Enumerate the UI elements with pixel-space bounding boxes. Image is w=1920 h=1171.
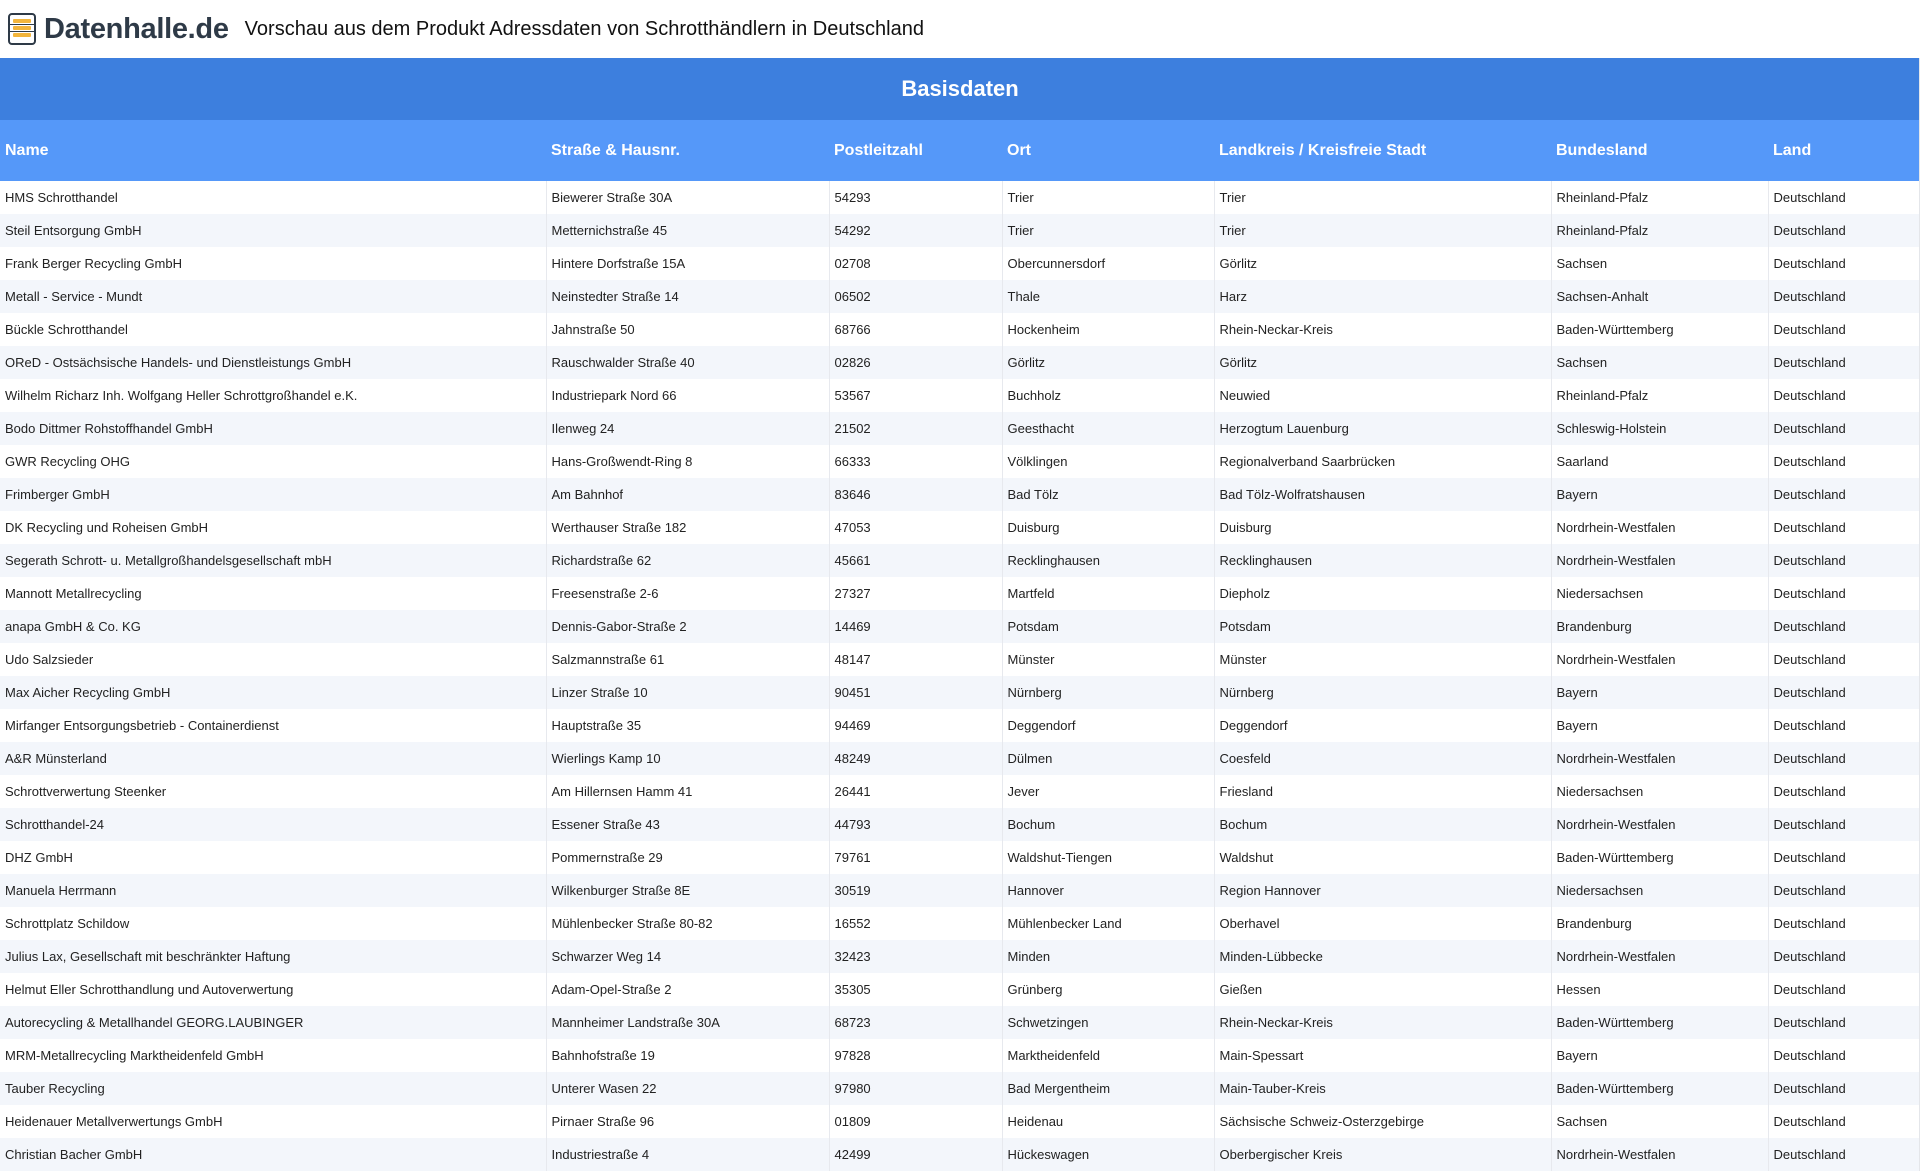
table-row <box>0 544 1920 577</box>
cell-state: Niedersachsen <box>1551 577 1768 610</box>
cell-city: Dülmen <box>1002 742 1214 775</box>
cell-postcode: 35305 <box>829 973 1002 1006</box>
cell-state: Brandenburg <box>1551 610 1768 643</box>
cell-street: Hauptstraße 35 <box>546 709 829 742</box>
cell-state: Rheinland-Pfalz <box>1551 181 1768 214</box>
cell-name: Bückle Schrotthandel <box>0 313 546 346</box>
cell-country: Deutschland <box>1773 784 1846 799</box>
cell-country: Deutschland <box>1773 652 1846 667</box>
cell-country: Deutschland <box>1773 388 1846 403</box>
cell-district: Main-Spessart <box>1214 1039 1551 1072</box>
cell-country: Deutschland <box>1773 454 1846 469</box>
cell-name: MRM-Metallrecycling Marktheidenfeld GmbH <box>0 1039 546 1072</box>
cell-state: Schleswig-Holstein <box>1551 412 1768 445</box>
cell-state: Bayern <box>1551 709 1768 742</box>
cell-street: Ilenweg 24 <box>546 412 829 445</box>
cell-state: Baden-Württemberg <box>1551 841 1768 874</box>
cell-city: Buchholz <box>1002 379 1214 412</box>
cell-district: Trier <box>1214 214 1551 247</box>
table-row <box>0 478 1920 511</box>
table-row <box>0 874 1920 907</box>
cell-city: Bad Mergentheim <box>1002 1072 1214 1105</box>
cell-district: Harz <box>1214 280 1551 313</box>
table-row <box>0 214 1920 247</box>
cell-name: Christian Bacher GmbH <box>0 1138 546 1171</box>
cell-postcode: 01809 <box>829 1105 1002 1138</box>
table-row <box>0 1006 1920 1039</box>
cell-district: Potsdam <box>1214 610 1551 643</box>
cell-district: Regionalverband Saarbrücken <box>1214 445 1551 478</box>
cell-state: Rheinland-Pfalz <box>1551 214 1768 247</box>
table-row <box>0 841 1920 874</box>
cell-postcode: 68766 <box>829 313 1002 346</box>
cell-postcode: 68723 <box>829 1006 1002 1039</box>
cell-postcode: 54292 <box>829 214 1002 247</box>
cell-name: Manuela Herrmann <box>0 874 546 907</box>
table-row <box>0 940 1920 973</box>
cell-street: Am Bahnhof <box>546 478 829 511</box>
table-row <box>0 1039 1920 1072</box>
cell-city: Völklingen <box>1002 445 1214 478</box>
cell-city: Bochum <box>1002 808 1214 841</box>
cell-country: Deutschland <box>1768 676 1920 709</box>
cell-street: Jahnstraße 50 <box>546 313 829 346</box>
cell-city: Marktheidenfeld <box>1002 1039 1214 1072</box>
cell-district: Bochum <box>1214 808 1551 841</box>
cell-district: Diepholz <box>1214 577 1551 610</box>
cell-postcode: 21502 <box>829 412 1002 445</box>
cell-country: Deutschland <box>1773 322 1846 337</box>
cell-state: Bayern <box>1551 1039 1768 1072</box>
table-row <box>0 577 1920 610</box>
cell-street: Werthauser Straße 182 <box>546 511 829 544</box>
table-row <box>0 1072 1920 1105</box>
cell-postcode: 54293 <box>829 181 1002 214</box>
cell-postcode: 48249 <box>829 742 1002 775</box>
cell-city: Martfeld <box>1002 577 1214 610</box>
column-header-district: Landkreis / Kreisfreie Stadt <box>1214 120 1551 181</box>
cell-postcode: 90451 <box>829 676 1002 709</box>
cell-name: Julius Lax, Gesellschaft mit beschränkter Haftung <box>0 940 546 973</box>
cell-street: Hintere Dorfstraße 15A <box>546 247 829 280</box>
cell-city: Grünberg <box>1002 973 1214 1006</box>
cell-street: Linzer Straße 10 <box>546 676 829 709</box>
cell-state: Nordrhein-Westfalen <box>1551 643 1768 676</box>
cell-district: Bad Tölz-Wolfratshausen <box>1214 478 1551 511</box>
cell-state: Baden-Württemberg <box>1551 313 1768 346</box>
cell-postcode: 27327 <box>829 577 1002 610</box>
cell-name: Autorecycling & Metallhandel GEORG.LAUBINGER <box>0 1006 546 1039</box>
cell-postcode: 26441 <box>829 775 1002 808</box>
cell-street: Wilkenburger Straße 8E <box>546 874 829 907</box>
cell-name: Steil Entsorgung GmbH <box>0 214 546 247</box>
cell-street: Industriepark Nord 66 <box>546 379 829 412</box>
cell-country: Deutschland <box>1768 808 1920 841</box>
cell-name: Udo Salzsieder <box>0 643 546 676</box>
cell-state: Baden-Württemberg <box>1551 1072 1768 1105</box>
cell-name: anapa GmbH & Co. KG <box>0 610 546 643</box>
cell-city: Schwetzingen <box>1002 1006 1214 1039</box>
cell-name: Segerath Schrott- u. Metallgroßhandelsgesellschaft mbH <box>0 544 546 577</box>
cell-country: Deutschland <box>1768 346 1920 379</box>
cell-street: Bahnhofstraße 19 <box>546 1039 829 1072</box>
table-row <box>0 346 1920 379</box>
table-row <box>0 379 1920 412</box>
cell-street: Biewerer Straße 30A <box>546 181 829 214</box>
column-header-state: Bundesland <box>1551 120 1768 181</box>
cell-city: Trier <box>1002 181 1214 214</box>
cell-name: DK Recycling und Roheisen GmbH <box>0 511 546 544</box>
cell-postcode: 42499 <box>829 1138 1002 1171</box>
cell-postcode: 45661 <box>829 544 1002 577</box>
cell-state: Sachsen <box>1551 247 1768 280</box>
cell-street: Mühlenbecker Straße 80-82 <box>546 907 829 940</box>
cell-name: DHZ GmbH <box>0 841 546 874</box>
cell-street: Unterer Wasen 22 <box>546 1072 829 1105</box>
cell-name: OReD - Ostsächsische Handels- und Dienstleistungs GmbH <box>0 346 546 379</box>
cell-street: Freesenstraße 2-6 <box>546 577 829 610</box>
table-row <box>0 511 1920 544</box>
cell-district: Rhein-Neckar-Kreis <box>1214 313 1551 346</box>
cell-country: Deutschland <box>1768 1138 1920 1171</box>
cell-postcode: 97980 <box>829 1072 1002 1105</box>
cell-name: Frank Berger Recycling GmbH <box>0 247 546 280</box>
cell-name: Metall - Service - Mundt <box>0 280 546 313</box>
cell-street: Wierlings Kamp 10 <box>546 742 829 775</box>
cell-name: Heidenauer Metallverwertungs GmbH <box>0 1105 546 1138</box>
cell-city: Recklinghausen <box>1002 544 1214 577</box>
cell-district: Münster <box>1214 643 1551 676</box>
cell-postcode: 16552 <box>829 907 1002 940</box>
cell-street: Richardstraße 62 <box>546 544 829 577</box>
cell-city: Minden <box>1002 940 1214 973</box>
cell-name: HMS Schrotthandel <box>0 181 546 214</box>
cell-country: Deutschland <box>1768 478 1920 511</box>
cell-country: Deutschland <box>1768 412 1920 445</box>
cell-name: GWR Recycling OHG <box>0 445 546 478</box>
cell-name: Mannott Metallrecycling <box>0 577 546 610</box>
cell-district: Deggendorf <box>1214 709 1551 742</box>
table-row <box>0 412 1920 445</box>
cell-state: Bayern <box>1551 676 1768 709</box>
cell-postcode: 53567 <box>829 379 1002 412</box>
table-row <box>0 1138 1920 1171</box>
cell-street: Am Hillernsen Hamm 41 <box>546 775 829 808</box>
cell-city: Hückeswagen <box>1002 1138 1214 1171</box>
cell-state: Bayern <box>1551 478 1768 511</box>
cell-city: Jever <box>1002 775 1214 808</box>
cell-postcode: 47053 <box>829 511 1002 544</box>
cell-postcode: 79761 <box>829 841 1002 874</box>
cell-district: Trier <box>1214 181 1551 214</box>
cell-district: Oberbergischer Kreis <box>1214 1138 1551 1171</box>
cell-postcode: 02708 <box>829 247 1002 280</box>
cell-district: Oberhavel <box>1214 907 1551 940</box>
cell-street: Rauschwalder Straße 40 <box>546 346 829 379</box>
cell-state: Rheinland-Pfalz <box>1551 379 1768 412</box>
cell-postcode: 32423 <box>829 940 1002 973</box>
cell-name: A&R Münsterland <box>0 742 546 775</box>
cell-city: Waldshut-Tiengen <box>1002 841 1214 874</box>
cell-district: Waldshut <box>1214 841 1551 874</box>
cell-name: Bodo Dittmer Rohstoffhandel GmbH <box>0 412 546 445</box>
cell-state: Niedersachsen <box>1551 775 1768 808</box>
cell-country: Deutschland <box>1773 190 1846 205</box>
cell-district: Rhein-Neckar-Kreis <box>1214 1006 1551 1039</box>
cell-postcode: 06502 <box>829 280 1002 313</box>
cell-postcode: 44793 <box>829 808 1002 841</box>
column-header-country: Land <box>1768 120 1920 181</box>
cell-name: Schrottplatz Schildow <box>0 907 546 940</box>
column-header-postcode: Postleitzahl <box>829 120 1002 181</box>
cell-country: Deutschland <box>1768 280 1920 313</box>
page-title: Vorschau aus dem Produkt Adressdaten von Schrotthändlern in Deutschland <box>244 17 924 40</box>
table-row <box>0 709 1920 742</box>
cell-city: Thale <box>1002 280 1214 313</box>
table-row <box>0 181 1920 214</box>
cell-country: Deutschland <box>1768 1072 1920 1105</box>
cell-district: Sächsische Schweiz-Osterzgebirge <box>1214 1105 1551 1138</box>
section-title: Basisdaten <box>0 58 1920 120</box>
cell-city: Mühlenbecker Land <box>1002 907 1214 940</box>
cell-street: Dennis-Gabor-Straße 2 <box>546 610 829 643</box>
cell-postcode: 83646 <box>829 478 1002 511</box>
cell-city: Deggendorf <box>1002 709 1214 742</box>
cell-country: Deutschland <box>1768 610 1920 643</box>
table-row <box>0 280 1920 313</box>
column-header-row <box>0 120 1920 181</box>
cell-name: Mirfanger Entsorgungsbetrieb - Containerdienst <box>0 709 546 742</box>
cell-state: Nordrhein-Westfalen <box>1551 1138 1768 1171</box>
cell-postcode: 94469 <box>829 709 1002 742</box>
cell-country: Deutschland <box>1773 1048 1846 1063</box>
column-header-city: Ort <box>1002 120 1214 181</box>
logo-text: Datenhalle.de <box>44 12 229 45</box>
table-row <box>0 742 1920 775</box>
cell-postcode: 14469 <box>829 610 1002 643</box>
table-row <box>0 1105 1920 1138</box>
cell-street: Adam-Opel-Straße 2 <box>546 973 829 1006</box>
cell-district: Coesfeld <box>1214 742 1551 775</box>
cell-city: Hannover <box>1002 874 1214 907</box>
cell-state: Saarland <box>1551 445 1768 478</box>
table-row <box>0 313 1920 346</box>
cell-country: Deutschland <box>1768 874 1920 907</box>
cell-name: Tauber Recycling <box>0 1072 546 1105</box>
cell-country: Deutschland <box>1773 586 1846 601</box>
cell-postcode: 66333 <box>829 445 1002 478</box>
cell-street: Pirnaer Straße 96 <box>546 1105 829 1138</box>
cell-name: Schrotthandel-24 <box>0 808 546 841</box>
cell-city: Obercunnersdorf <box>1002 247 1214 280</box>
cell-city: Münster <box>1002 643 1214 676</box>
table-row <box>0 775 1920 808</box>
cell-street: Hans-Großwendt-Ring 8 <box>546 445 829 478</box>
cell-state: Nordrhein-Westfalen <box>1551 511 1768 544</box>
section-header-row <box>0 58 1920 120</box>
table-row <box>0 643 1920 676</box>
cell-district: Main-Tauber-Kreis <box>1214 1072 1551 1105</box>
cell-country: Deutschland <box>1773 982 1846 997</box>
cell-street: Neinstedter Straße 14 <box>546 280 829 313</box>
cell-name: Frimberger GmbH <box>0 478 546 511</box>
top-bar <box>0 0 1920 58</box>
cell-district: Nürnberg <box>1214 676 1551 709</box>
cell-city: Geesthacht <box>1002 412 1214 445</box>
cell-district: Region Hannover <box>1214 874 1551 907</box>
cell-country: Deutschland <box>1773 850 1846 865</box>
table-body <box>0 181 1920 1171</box>
cell-name: Max Aicher Recycling GmbH <box>0 676 546 709</box>
cell-street: Metternichstraße 45 <box>546 214 829 247</box>
cell-name: Wilhelm Richarz Inh. Wolfgang Heller Schrottgroßhandel e.K. <box>0 379 546 412</box>
cell-state: Sachsen <box>1551 1105 1768 1138</box>
cell-state: Sachsen-Anhalt <box>1551 280 1768 313</box>
cell-country: Deutschland <box>1773 1114 1846 1129</box>
address-table <box>0 58 1920 1171</box>
cell-country: Deutschland <box>1773 520 1846 535</box>
cell-postcode: 30519 <box>829 874 1002 907</box>
cell-country: Deutschland <box>1768 214 1920 247</box>
cell-state: Nordrhein-Westfalen <box>1551 544 1768 577</box>
cell-district: Neuwied <box>1214 379 1551 412</box>
cell-city: Nürnberg <box>1002 676 1214 709</box>
cell-country: Deutschland <box>1773 916 1846 931</box>
cell-name: Helmut Eller Schrotthandlung und Autoverwertung <box>0 973 546 1006</box>
cell-city: Görlitz <box>1002 346 1214 379</box>
database-logo-icon <box>6 12 40 46</box>
cell-postcode: 02826 <box>829 346 1002 379</box>
cell-street: Schwarzer Weg 14 <box>546 940 829 973</box>
cell-state: Baden-Württemberg <box>1551 1006 1768 1039</box>
cell-country: Deutschland <box>1768 742 1920 775</box>
cell-street: Salzmannstraße 61 <box>546 643 829 676</box>
cell-state: Niedersachsen <box>1551 874 1768 907</box>
cell-district: Friesland <box>1214 775 1551 808</box>
cell-state: Nordrhein-Westfalen <box>1551 808 1768 841</box>
cell-city: Potsdam <box>1002 610 1214 643</box>
table-row <box>0 676 1920 709</box>
cell-street: Essener Straße 43 <box>546 808 829 841</box>
cell-name: Schrottverwertung Steenker <box>0 775 546 808</box>
cell-street: Industriestraße 4 <box>546 1138 829 1171</box>
cell-postcode: 48147 <box>829 643 1002 676</box>
data-table-container <box>0 58 1920 1171</box>
cell-country: Deutschland <box>1773 718 1846 733</box>
table-row <box>0 610 1920 643</box>
cell-country: Deutschland <box>1773 256 1846 271</box>
cell-country: Deutschland <box>1768 544 1920 577</box>
cell-country: Deutschland <box>1768 1006 1920 1039</box>
column-header-street: Straße & Hausnr. <box>546 120 829 181</box>
cell-district: Herzogtum Lauenburg <box>1214 412 1551 445</box>
table-row <box>0 973 1920 1006</box>
cell-district: Recklinghausen <box>1214 544 1551 577</box>
table-row <box>0 907 1920 940</box>
cell-street: Pommernstraße 29 <box>546 841 829 874</box>
cell-district: Görlitz <box>1214 346 1551 379</box>
cell-state: Nordrhein-Westfalen <box>1551 940 1768 973</box>
cell-state: Nordrhein-Westfalen <box>1551 742 1768 775</box>
table-row <box>0 445 1920 478</box>
cell-district: Duisburg <box>1214 511 1551 544</box>
column-header-name: Name <box>0 120 546 181</box>
cell-district: Minden-Lübbecke <box>1214 940 1551 973</box>
cell-city: Bad Tölz <box>1002 478 1214 511</box>
cell-city: Hockenheim <box>1002 313 1214 346</box>
cell-district: Gießen <box>1214 973 1551 1006</box>
cell-city: Heidenau <box>1002 1105 1214 1138</box>
cell-district: Görlitz <box>1214 247 1551 280</box>
cell-country: Deutschland <box>1768 940 1920 973</box>
table-row <box>0 808 1920 841</box>
cell-postcode: 97828 <box>829 1039 1002 1072</box>
cell-city: Trier <box>1002 214 1214 247</box>
table-row <box>0 247 1920 280</box>
cell-state: Brandenburg <box>1551 907 1768 940</box>
cell-city: Duisburg <box>1002 511 1214 544</box>
cell-state: Sachsen <box>1551 346 1768 379</box>
cell-street: Mannheimer Landstraße 30A <box>546 1006 829 1039</box>
site-logo[interactable] <box>6 12 229 46</box>
cell-state: Hessen <box>1551 973 1768 1006</box>
